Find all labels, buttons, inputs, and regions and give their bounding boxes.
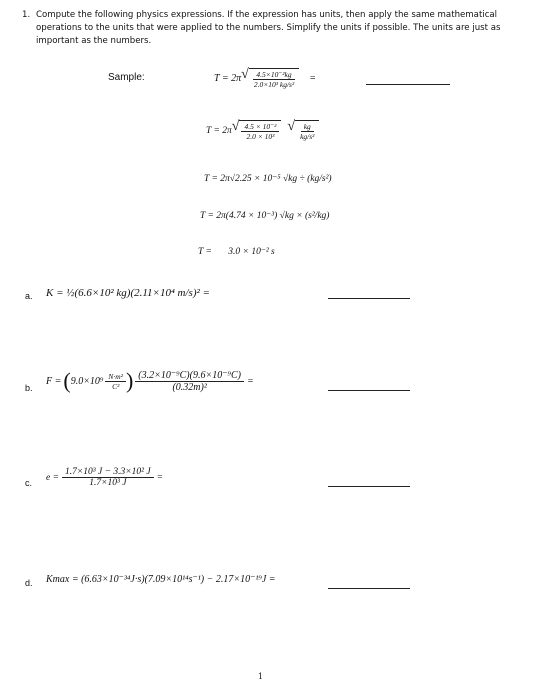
step1-equals: =	[309, 73, 316, 84]
step2-lhs: T = 2π	[206, 125, 232, 136]
step1-numerator: 4.5×10⁻²kg	[253, 70, 294, 80]
problem-b-expression: F = ( 9.0×10⁹ $\frac{\text{N·m²}}{\text{C²}}$ ) $\frac{\text{(3.2×10⁻⁹C)(9.6×10⁻⁹C)}}{\text{(0.32m)²}}$ =	[46, 368, 254, 393]
sqrt-symbol: √ $\frac{\text{4.5×10⁻²kg}}{\text{2.0×10³ kg/s²}}$	[241, 68, 299, 89]
step2-numerator: 4.5 × 10⁻²	[241, 122, 279, 132]
sample-step-5	[198, 246, 275, 257]
problem-b-coefficient: 9.0×10⁹	[70, 375, 104, 387]
step2-unit-numerator: kg	[301, 122, 314, 132]
step2-denominator: 2.0 × 10³	[246, 132, 275, 141]
problem-a-label: a.	[25, 291, 33, 301]
problem-c-expression	[46, 467, 163, 488]
problem-b-unit-den: C²	[112, 381, 120, 391]
sample-label: Sample:	[108, 72, 145, 83]
step2-unit-denominator: kg/s²	[300, 132, 315, 141]
problem-c-numerator: 1.7×10³ J − 3.3×10² J	[62, 467, 154, 478]
sqrt-symbol: √ $\frac{\text{4.5 × 10⁻²}}{\text{2.0 × 10³}}$	[232, 120, 282, 141]
answer-line-c	[328, 486, 410, 487]
step5-lhs: T =	[198, 247, 212, 257]
problem-b-equals: =	[246, 375, 254, 387]
step5-value: 3.0 × 10⁻² s	[228, 247, 275, 257]
page-number: 1	[258, 672, 264, 681]
sample-step-4: T = 2π(4.74 × 10⁻³) √kg × (s²/kg)	[200, 211, 330, 221]
problem-c-equals: =	[156, 472, 164, 483]
problem-c-label: c.	[25, 478, 33, 488]
problem-c-lhs: e =	[46, 472, 60, 483]
question-text: Compute the following physics expressions. If the expression has units, then apply the same mathematical operations to the units that were applied to the numbers. Simplify the units if possible. The units are just as important as the numbers.	[36, 10, 501, 46]
step1-lhs: T = 2π	[214, 73, 242, 84]
answer-line-a	[328, 298, 410, 299]
answer-line-d	[328, 588, 410, 589]
problem-c-denominator: 1.7×10³ J	[89, 478, 127, 488]
problem-b-numerator: (3.2×10⁻⁹C)(9.6×10⁻⁹C)	[135, 370, 244, 382]
sample-answer-line	[366, 84, 450, 85]
problem-d-expression: Kmax = (6.63×10⁻³⁴J·s)(7.09×10¹⁴s⁻¹) − 2.17×10⁻¹⁹J =	[46, 574, 276, 585]
step1-denominator: 2.0×10³ kg/s²	[253, 80, 295, 89]
sample-step-2	[206, 120, 319, 141]
question-prompt	[22, 9, 524, 48]
problem-d-label: d.	[25, 578, 33, 588]
answer-line-b	[328, 390, 410, 391]
sqrt-symbol: √ $\frac{kg}{\text{kg/s²}}$	[287, 120, 319, 141]
sample-step-3: T = 2π√2.25 × 10⁻⁵ √kg ÷ (kg/s²)	[204, 174, 332, 184]
problem-b-label: b.	[25, 383, 33, 393]
problem-b-lhs: F =	[46, 375, 62, 387]
problem-b-unit-num: N·m²	[105, 372, 126, 382]
problem-b-denominator: (0.32m)²	[172, 381, 207, 393]
problem-a-expression: K = ½(6.6×10² kg)(2.11×10⁴ m/s)² =	[46, 287, 210, 299]
question-number: 1.	[22, 10, 31, 20]
sample-step-1	[214, 68, 316, 89]
